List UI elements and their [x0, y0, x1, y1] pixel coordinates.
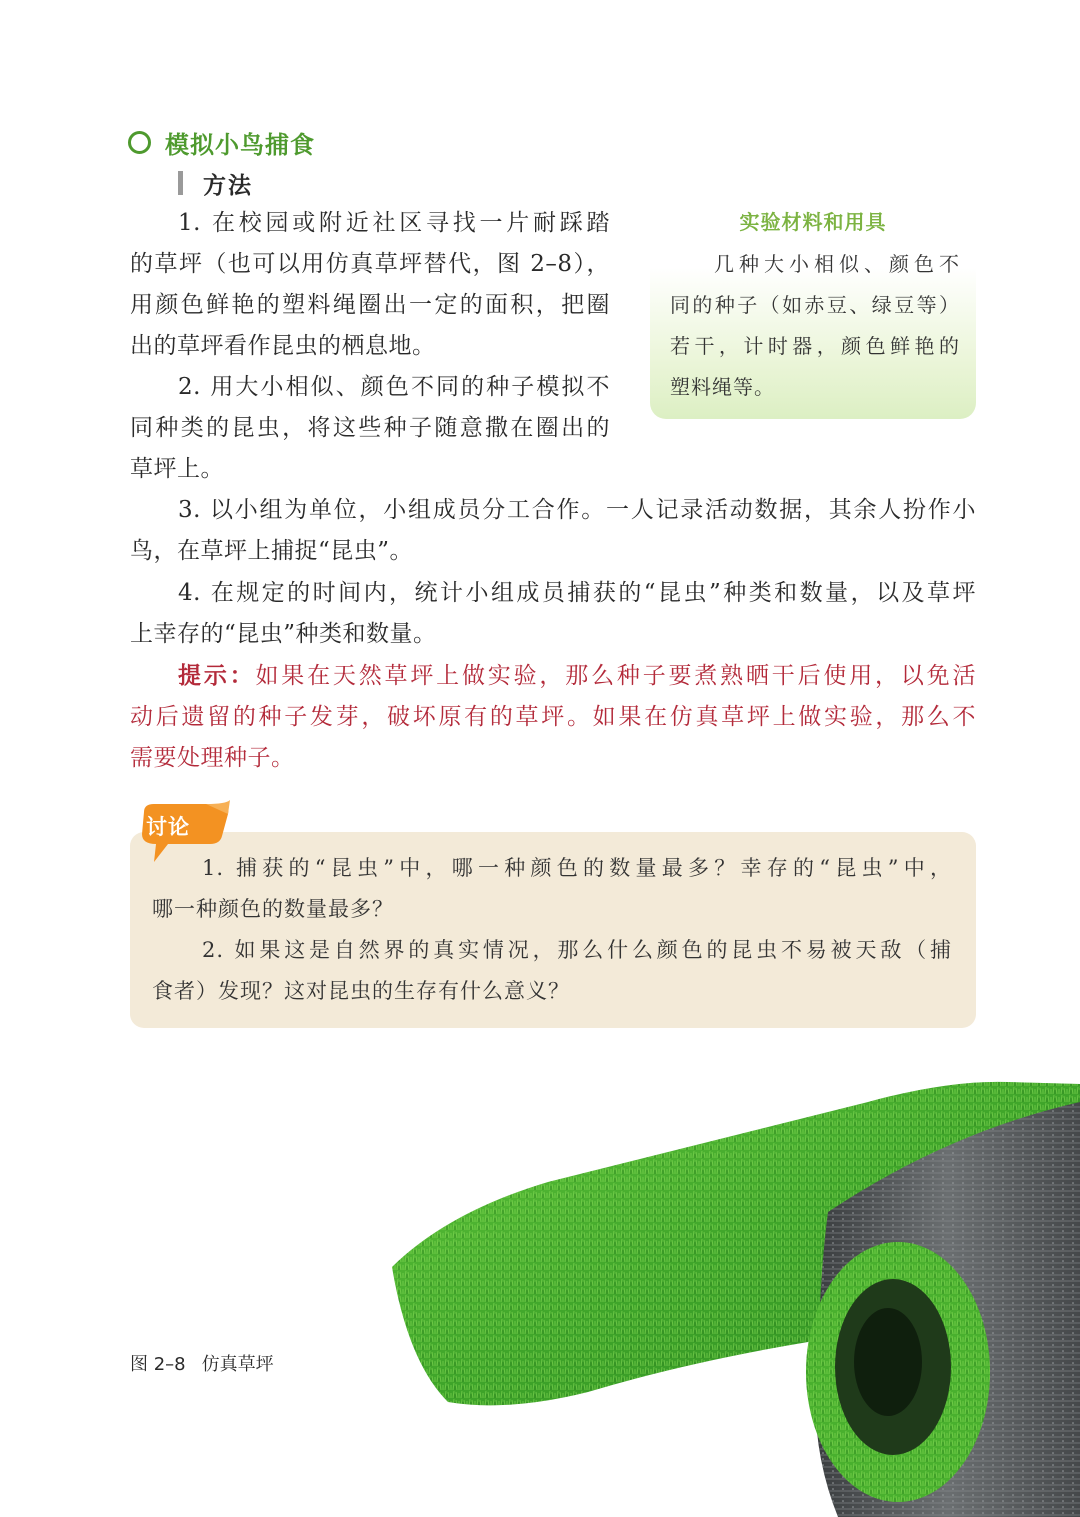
tip-label: 提示：: [178, 663, 256, 689]
step-4: [130, 573, 976, 655]
method-heading: [178, 166, 253, 200]
figure-caption: [130, 1350, 274, 1376]
step-2-line: 2. 用大小相似、颜色不同的种子模拟不: [178, 374, 610, 400]
materials-line: 塑料绳等。: [670, 375, 775, 399]
figure-caption-text: 仿真草坪: [201, 1354, 274, 1375]
materials-line: 几种大小相似、颜色不: [714, 252, 960, 276]
circle-bullet-icon: [128, 131, 151, 154]
figure-number: 图 2–8: [130, 1354, 186, 1375]
heading-bar-icon: [178, 171, 183, 195]
discussion-content: [152, 848, 952, 1012]
discussion-line: 哪一种颜色的数量最多？: [152, 897, 394, 921]
materials-line: 同的种子（如赤豆、绿豆等）: [670, 293, 960, 317]
method-label: 方法: [203, 171, 253, 199]
artificial-turf-image: [388, 1062, 1080, 1517]
step-1-line: 用颜色鲜艳的塑料绳圈出一定的面积，把圈: [130, 292, 610, 318]
materials-line: 若干，计时器，颜色鲜艳的: [670, 334, 960, 358]
step-1-line: 1. 在校园或附近社区寻找一片耐踩踏: [178, 210, 610, 236]
step-2-line: 同种类的昆虫，将这些种子随意撒在圈出的: [130, 415, 610, 441]
step-4-line: 上幸存的“昆虫”种类和数量。: [130, 621, 437, 647]
step-4-line: 4. 在规定的时间内，统计小组成员捕获的“昆虫”种类和数量，以及草坪: [178, 580, 976, 606]
tip-note: [130, 656, 976, 779]
discussion-line: 2. 如果这是自然界的真实情况，那么什么颜色的昆虫不易被天敌（捕: [202, 938, 952, 962]
section-title: 模拟小鸟捕食: [165, 130, 315, 159]
tip-line: 需要处理种子。: [130, 745, 295, 771]
step-1-line: 的草坪（也可以用仿真草坪替代，图 2–8），: [130, 251, 610, 277]
step-1: [130, 203, 610, 367]
discussion-line: 食者）发现？这对昆虫的生存有什么意义？: [152, 979, 570, 1003]
discussion-line: 1. 捕获的“昆虫”中，哪一种颜色的数量最多？幸存的“昆虫”中，: [202, 856, 952, 880]
step-3: [130, 490, 976, 572]
step-1-line: 出的草坪看作昆虫的栖息地。: [130, 333, 436, 359]
step-3-line: 鸟，在草坪上捕捉“昆虫”。: [130, 538, 414, 564]
step-2-line: 草坪上。: [130, 456, 224, 482]
materials-title: 实验材料和用具: [739, 210, 887, 234]
tip-text: 如果在天然草坪上做实验，那么种子要煮熟晒干后使用，以免活: [255, 663, 977, 689]
discussion-label: 讨论: [146, 815, 190, 839]
section-heading: [128, 124, 315, 160]
step-3-line: 3. 以小组为单位，小组成员分工合作。一人记录活动数据，其余人扮作小: [178, 497, 976, 523]
tip-line: 动后遗留的种子发芽，破坏原有的草坪。如果在仿真草坪上做实验，那么不: [130, 704, 976, 730]
step-2: [130, 367, 610, 490]
tip-line: [130, 656, 976, 697]
